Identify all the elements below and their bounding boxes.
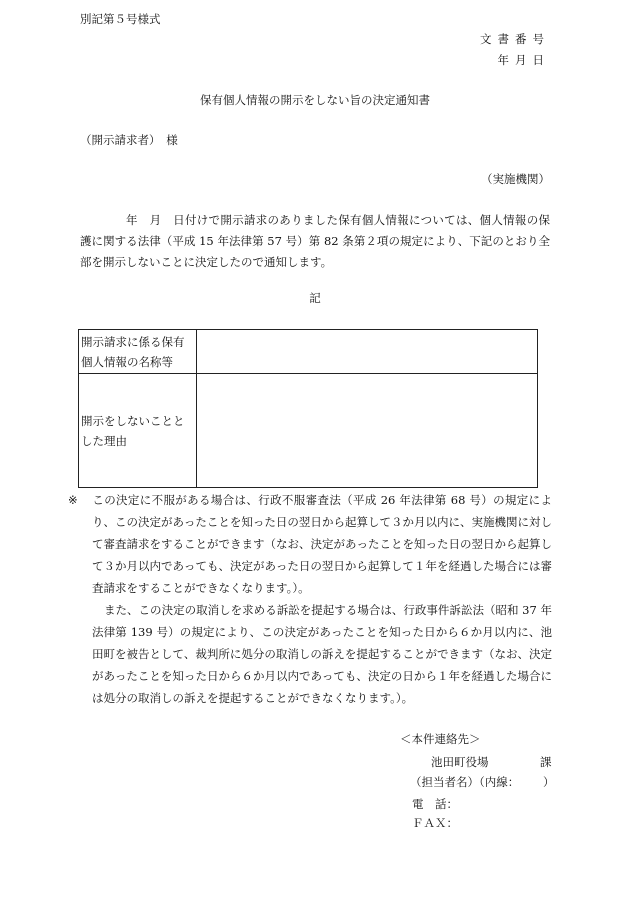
- appeal-text: この決定に不服がある場合は、行政不服審査法（平成 26 年法律第 68 号）の規定により、この決定があったことを知った日の翌日から起算して３か月以内に、実施機関に対して審査請求をすることができます（なお、決定があったことを知った日の翌日から起算して３か月以内であっても、決定があった日の翌日から起算して１年を経過した場合には審査請求をすることができなくなります。）。: [92, 493, 552, 595]
- note-mark: ※: [68, 493, 78, 507]
- table-row: [79, 374, 538, 488]
- notice-body: 年 月 日付けで開示請求のありました保有個人情報については、個人情報の保護に関する法律（平成 15 年法律第 57 号）第 82 条第２項の規定により、下記のとおり全部を開示しないことに決定したので通知します。: [80, 213, 550, 269]
- contact-extension-close: ）: [543, 775, 555, 789]
- table-value-reason: [197, 374, 538, 488]
- document-number-label: 文書番号: [480, 32, 550, 46]
- contact-telephone: 電 話：: [412, 797, 458, 811]
- contact-office: 池田町役場: [431, 755, 489, 769]
- issuing-agency: （実施機関）: [481, 172, 550, 186]
- table-label-reason: 開示をしないこととした理由: [79, 374, 197, 488]
- document-date-label: 年月日: [497, 53, 550, 67]
- document-title: 保有個人情報の開示をしない旨の決定通知書: [200, 93, 430, 107]
- contact-fax: ＦＡＸ：: [412, 816, 458, 830]
- form-number-label: 別記第５号様式: [80, 12, 161, 26]
- contact-section-suffix: 課: [540, 755, 552, 769]
- decision-table: [78, 329, 538, 488]
- recipient-line: （開示請求者） 様: [80, 133, 178, 147]
- contact-person-extension: （担当者名）（内線：: [410, 775, 520, 789]
- appeal-notice: [68, 489, 552, 709]
- table-row: [79, 330, 538, 374]
- table-value-info-name: [197, 330, 538, 374]
- table-label-info-name: 開示請求に係る保有個人情報の名称等: [79, 330, 197, 374]
- ki-heading: 記: [309, 291, 321, 305]
- appeal-paragraph: [68, 489, 552, 599]
- contact-heading: ＜本件連絡先＞: [400, 732, 481, 746]
- lawsuit-paragraph: また、この決定の取消しを求める訴訟を提起する場合は、行政事件訴訟法（昭和 37 年法律第 139 号）の規定により、この決定があったことを知った日から６か月以内に、池田町を被告として、裁判所に処分の取消しの訴えを提起することができます（なお、決定があったことを知った日から６か月以内であっても、決定の日から１年を経過した場合には処分の取消しの訴えを提起することができなくなります。）。: [92, 603, 552, 705]
